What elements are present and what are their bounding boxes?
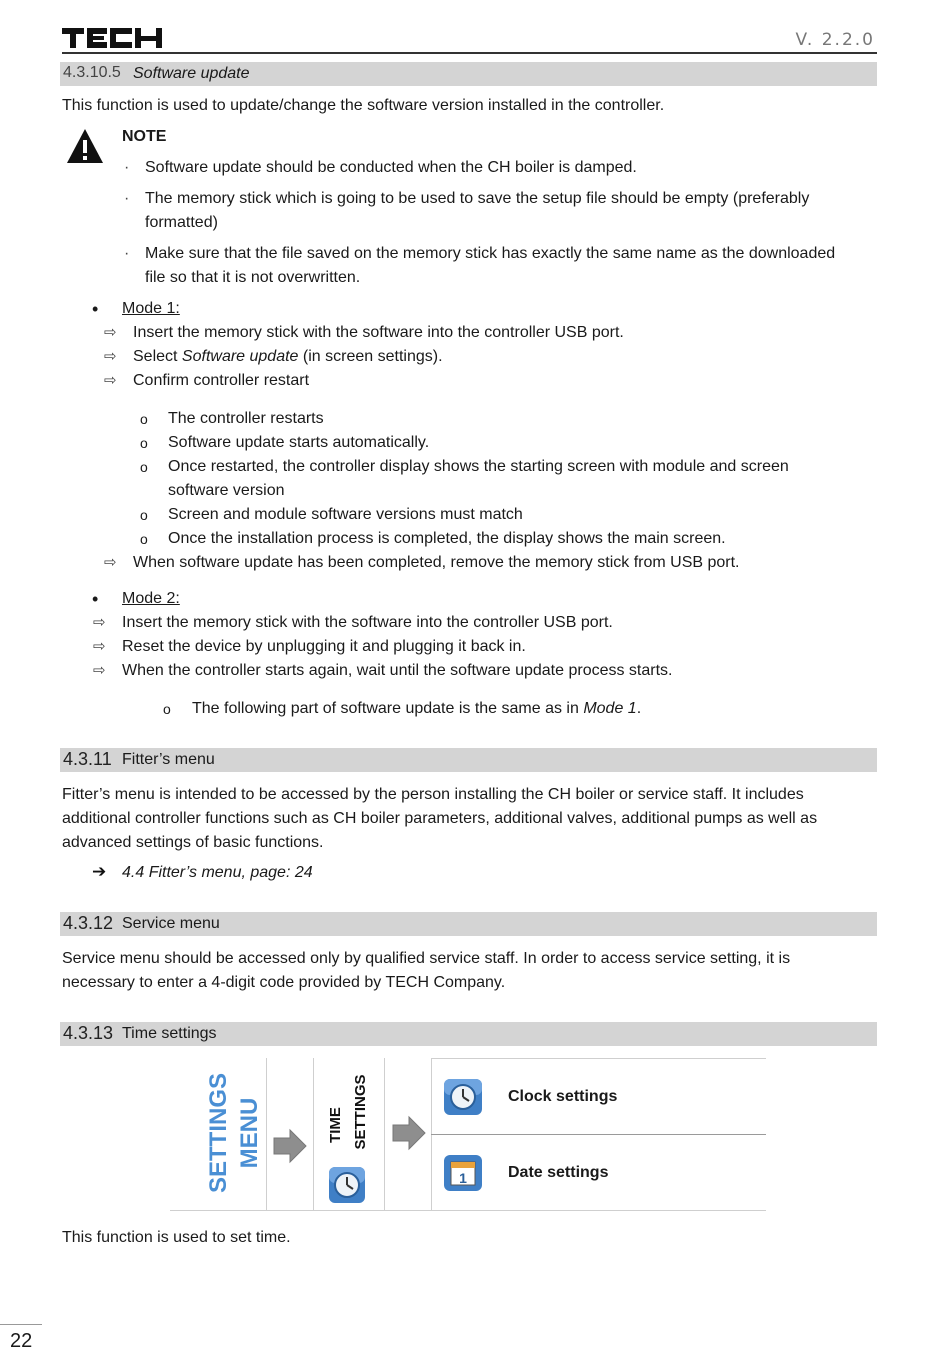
intro-text: This function is used to update/change the software version installed in the controller. <box>62 97 665 114</box>
section-number: 4.3.11 <box>63 749 112 769</box>
mode1-sub: Software update starts automatically. <box>168 434 430 451</box>
body-text: This function is used to set time. <box>62 1229 291 1246</box>
mode2-step: When the controller starts again, wait until the software update process starts. <box>122 662 673 679</box>
arrow-bold-right-icon: ➔ <box>92 862 107 881</box>
menu-path-diagram <box>170 1058 766 1211</box>
arrow-right-icon <box>391 1115 427 1151</box>
circle-bullet: o <box>163 701 171 717</box>
settings-menu-label: SETTINGS <box>205 1073 232 1194</box>
section-number: 4.3.13 <box>63 1023 114 1043</box>
arrow-right-icon: ⇨ <box>104 554 117 571</box>
mode1-step: Confirm controller restart <box>133 372 310 389</box>
note-item: Software update should be conducted when the CH boiler is damped. <box>145 159 637 176</box>
arrow-right-icon: ⇨ <box>104 324 117 341</box>
section-number: 4.3.10.5 <box>63 64 121 81</box>
calendar-day: 1 <box>459 1170 467 1186</box>
arrow-right-icon: ⇨ <box>104 348 117 365</box>
section-header-fitters-menu <box>60 748 877 772</box>
section-header-service-menu <box>60 912 877 936</box>
mode1-sub: Once restarted, the controller display shows the starting screen with module and screen <box>168 458 789 475</box>
mode1-final: When software update has been completed, remove the memory stick from USB port. <box>133 554 740 571</box>
header-divider <box>62 52 877 54</box>
bullet: • <box>92 589 99 609</box>
note-bullet: · <box>124 245 130 262</box>
circle-bullet: o <box>140 459 148 475</box>
note-item: The memory stick which is going to be used to save the setup file should be empty (preferably <box>145 190 810 207</box>
version-label: V. 2.2.0 <box>795 30 875 50</box>
mode1-sub-cont: software version <box>168 482 285 499</box>
body-text: advanced settings of basic functions. <box>62 834 324 851</box>
note-bullet: · <box>124 159 130 176</box>
warning-icon <box>66 128 104 164</box>
mode2-label: Mode 2: <box>122 590 180 607</box>
section-number: 4.3.12 <box>63 913 114 933</box>
note-item: Make sure that the file saved on the memory stick has exactly the same name as the downloaded <box>145 245 836 262</box>
section-title: Fitter’s menu <box>122 751 215 768</box>
row-divider <box>431 1134 766 1135</box>
note-item-cont: file so that it is not overwritten. <box>145 269 361 286</box>
arrow-right-icon: ⇨ <box>93 614 106 631</box>
arrow-right-icon: ⇨ <box>93 638 106 655</box>
mode2-step: Insert the memory stick with the software into the controller USB port. <box>122 614 613 631</box>
mode1-sub: The controller restarts <box>168 410 324 427</box>
body-text: additional controller functions such as CH boiler parameters, additional valves, additional pumps as well as <box>62 810 818 827</box>
mode1-sub: Screen and module software versions must match <box>168 506 523 523</box>
body-text: necessary to enter a 4-digit code provided by TECH Company. <box>62 974 506 991</box>
circle-bullet: o <box>140 507 148 523</box>
arrow-right-icon <box>272 1128 308 1164</box>
body-text: Fitter’s menu is intended to be accessed by the person installing the CH boiler or service staff. It includes <box>62 786 804 803</box>
note-label: NOTE <box>122 128 167 145</box>
calendar-icon <box>443 1154 483 1192</box>
note-bullet: · <box>124 190 130 207</box>
circle-bullet: o <box>140 435 148 451</box>
circle-bullet: o <box>140 531 148 547</box>
mode1-step: Select Software update (in screen settings). <box>133 348 443 365</box>
settings-menu-label: MENU <box>236 1097 263 1169</box>
row-divider <box>170 1210 766 1211</box>
time-settings-label: TIME <box>327 1107 344 1143</box>
clock-settings-option[interactable]: Clock settings <box>508 1088 618 1105</box>
note-item-cont: formatted) <box>145 214 218 231</box>
time-settings-label: SETTINGS <box>352 1074 369 1150</box>
cell-divider <box>313 1058 314 1211</box>
page-number: 22 <box>10 1330 33 1352</box>
date-settings-option[interactable]: Date settings <box>508 1164 609 1181</box>
section-header-software-update <box>60 62 877 86</box>
mode2-step: Reset the device by unplugging it and plugging it back in. <box>122 638 526 655</box>
cross-reference-link[interactable]: 4.4 Fitter’s menu, page: 24 <box>122 864 313 881</box>
bullet: • <box>92 299 99 319</box>
mode2-sub: The following part of software update is the same as in Mode 1. <box>192 700 642 717</box>
row-divider <box>431 1058 766 1059</box>
cell-divider <box>384 1058 385 1211</box>
tech-logo <box>62 26 162 48</box>
body-text: Service menu should be accessed only by qualified service staff. In order to access service setting, it is <box>62 950 791 967</box>
section-title: Time settings <box>122 1025 217 1042</box>
section-header-time-settings <box>60 1022 877 1046</box>
section-title: Software update <box>133 65 250 82</box>
clock-icon <box>443 1078 483 1116</box>
clock-icon <box>328 1166 366 1204</box>
circle-bullet: o <box>140 411 148 427</box>
mode1-label: Mode 1: <box>122 300 180 317</box>
section-title: Service menu <box>122 915 220 932</box>
arrow-right-icon: ⇨ <box>104 372 117 389</box>
mode1-sub: Once the installation process is completed, the display shows the main screen. <box>168 530 726 547</box>
arrow-right-icon: ⇨ <box>93 662 106 679</box>
footer-divider <box>0 1324 42 1325</box>
mode1-step: Insert the memory stick with the software into the controller USB port. <box>133 324 624 341</box>
